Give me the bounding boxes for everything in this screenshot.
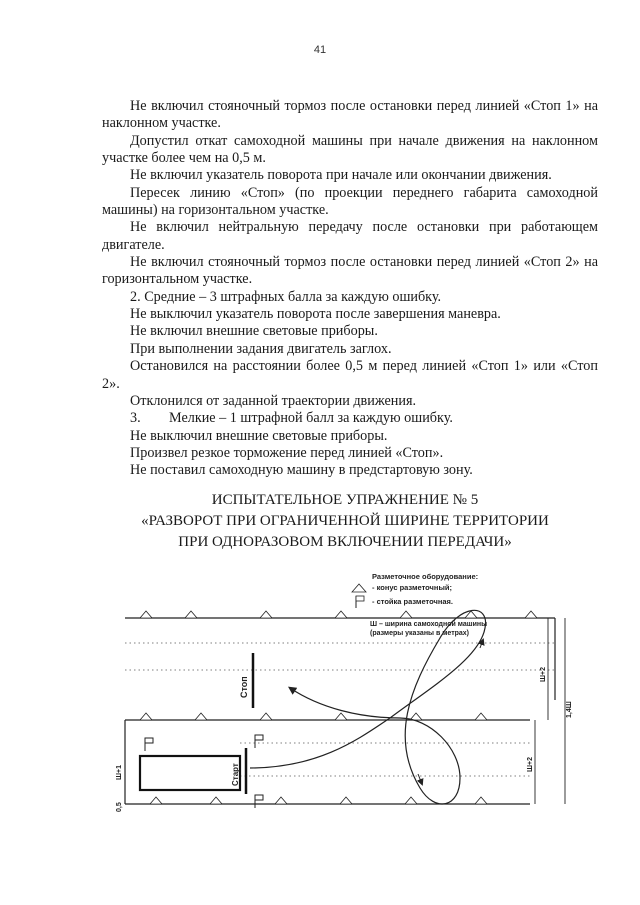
- paragraph: Произвел резкое торможение перед линией «Стоп».: [130, 444, 444, 461]
- paragraph: Не поставил самоходную машину в предстартовую зону.: [130, 462, 473, 479]
- paragraph: При выполнении задания двигатель заглох.: [130, 340, 392, 357]
- exercise-heading: [80, 490, 610, 553]
- paragraph: Остановился на расстоянии более 0,5 м перед линией «Стоп 1» или «Стоп 2».: [102, 358, 598, 392]
- paragraph: Не выключил внешние световые приборы.: [130, 427, 388, 444]
- paragraph: Допустил откат самоходной машины при начале движения на наклонном участке более чем на 0,5 м.: [102, 132, 598, 167]
- paragraph: Отклонился от заданной траектории движения.: [130, 392, 417, 409]
- dim-right-inner-top: Ш+2: [540, 666, 547, 682]
- start-label: Старт: [231, 763, 240, 786]
- paragraph: Не включил внешние световые приборы.: [130, 323, 378, 340]
- trajectory: [250, 610, 486, 804]
- legend: [352, 572, 487, 637]
- legend-cone: - конус разметочный;: [372, 583, 452, 592]
- legend-post: - стойка разметочная.: [372, 597, 454, 606]
- body-text: [102, 98, 598, 480]
- paragraph: Пересек линию «Стоп» (по проекции переднего габарита самоходной машины) на горизонтальном участке.: [102, 184, 598, 219]
- trajectory-arrows: [418, 640, 483, 784]
- page-number: 41: [313, 44, 327, 56]
- legend-note: Ш – ширина самоходной машины: [370, 621, 488, 628]
- heading-line: «РАЗВОРОТ ПРИ ОГРАНИЧЕННОЙ ШИРИНЕ ТЕРРИТОРИИ: [141, 513, 549, 529]
- section-medium-errors: 2. Средние – 3 штрафных балла за каждую ошибку.: [130, 288, 442, 305]
- dim-right-outer: 1,4Ш: [566, 701, 573, 718]
- dim-right-inner-bottom: Ш+2: [527, 756, 534, 772]
- paragraph: Не включил указатель поворота при начале или окончании движения.: [130, 167, 552, 184]
- heading-line: ПРИ ОДНОРАЗОВОМ ВКЛЮЧЕНИИ ПЕРЕДАЧИ»: [178, 534, 512, 550]
- cone-icon: [140, 713, 487, 720]
- dim-left: Ш+1: [116, 764, 123, 780]
- dim-left-bottom: 0,5: [116, 802, 123, 812]
- paragraph: Не включил нейтральную передачу после остановки при работающем двигателе.: [102, 219, 598, 253]
- heading-line: ИСПЫТАТЕЛЬНОЕ УПРАЖНЕНИЕ № 5: [211, 492, 479, 508]
- section-minor-errors: 3. Мелкие – 1 штрафной балл за каждую ошибку.: [130, 410, 453, 427]
- post-icon: [356, 596, 364, 601]
- paragraph: Не выключил указатель поворота после завершения маневра.: [130, 306, 501, 323]
- exercise-diagram: [100, 568, 573, 828]
- cone-icon: [140, 611, 537, 618]
- stop-label: Стоп: [239, 676, 249, 698]
- paragraph: Не включил стояночный тормоз после остановки перед линией «Стоп 1» на наклонном участке.: [102, 98, 598, 132]
- cone-icon: [352, 584, 366, 592]
- paragraph: Не включил стояночный тормоз после остановки перед линией «Стоп 2» на горизонтальном участке.: [102, 254, 598, 288]
- legend-title: Разметочное оборудование:: [372, 572, 479, 581]
- start-zone: [140, 756, 240, 790]
- legend-note: (размеры указаны в метрах): [370, 630, 470, 637]
